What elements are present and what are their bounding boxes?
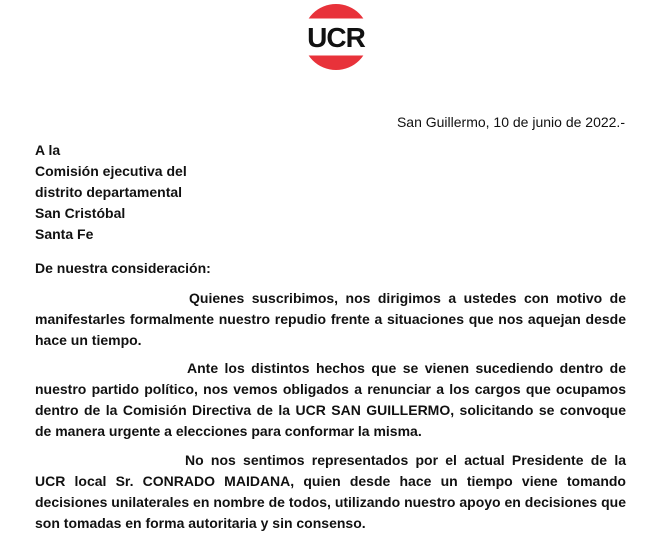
paragraph-2: Ante los distintos hechos que se vienen sucediendo dentro de nuestro partido político, nos vemos obligados a renunciar a los cargos que ocupamos dentro de la Comisión Directiva de la UCR SAN GUILLERMO, solicitando se convoque de manera urgente a elecciones para conformar la misma. xyxy=(35,360,626,439)
addressee-line: distrito departamental xyxy=(35,184,183,200)
addressee-line: San Cristóbal xyxy=(35,205,126,221)
addressee-line: A la xyxy=(35,142,61,158)
addressee-line: Santa Fe xyxy=(35,226,94,242)
addressee-line: Comisión ejecutiva del xyxy=(35,163,187,179)
logo-text: UCR xyxy=(307,22,365,53)
addressee-block xyxy=(35,140,187,245)
paragraph-1: Quienes suscribimos, nos dirigimos a ustedes con motivo de manifestarles formalmente nuestro repudio frente a situaciones que nos aquejan desde hace un tiempo. xyxy=(35,290,626,348)
greeting: De nuestra consideración: xyxy=(35,260,211,276)
ucr-logo xyxy=(303,4,369,70)
date-line: San Guillermo, 10 de junio de 2022.- xyxy=(396,114,625,130)
paragraph-3: No nos sentimos representados por el actual Presidente de la UCR local Sr. CONRADO MAIDANA, quien desde hace un tiempo viene tomando decisiones unilaterales en nombre de todos, utilizando nuestro apoyo en decisiones que son tomadas en forma autoritaria y sin consenso. xyxy=(35,452,626,531)
